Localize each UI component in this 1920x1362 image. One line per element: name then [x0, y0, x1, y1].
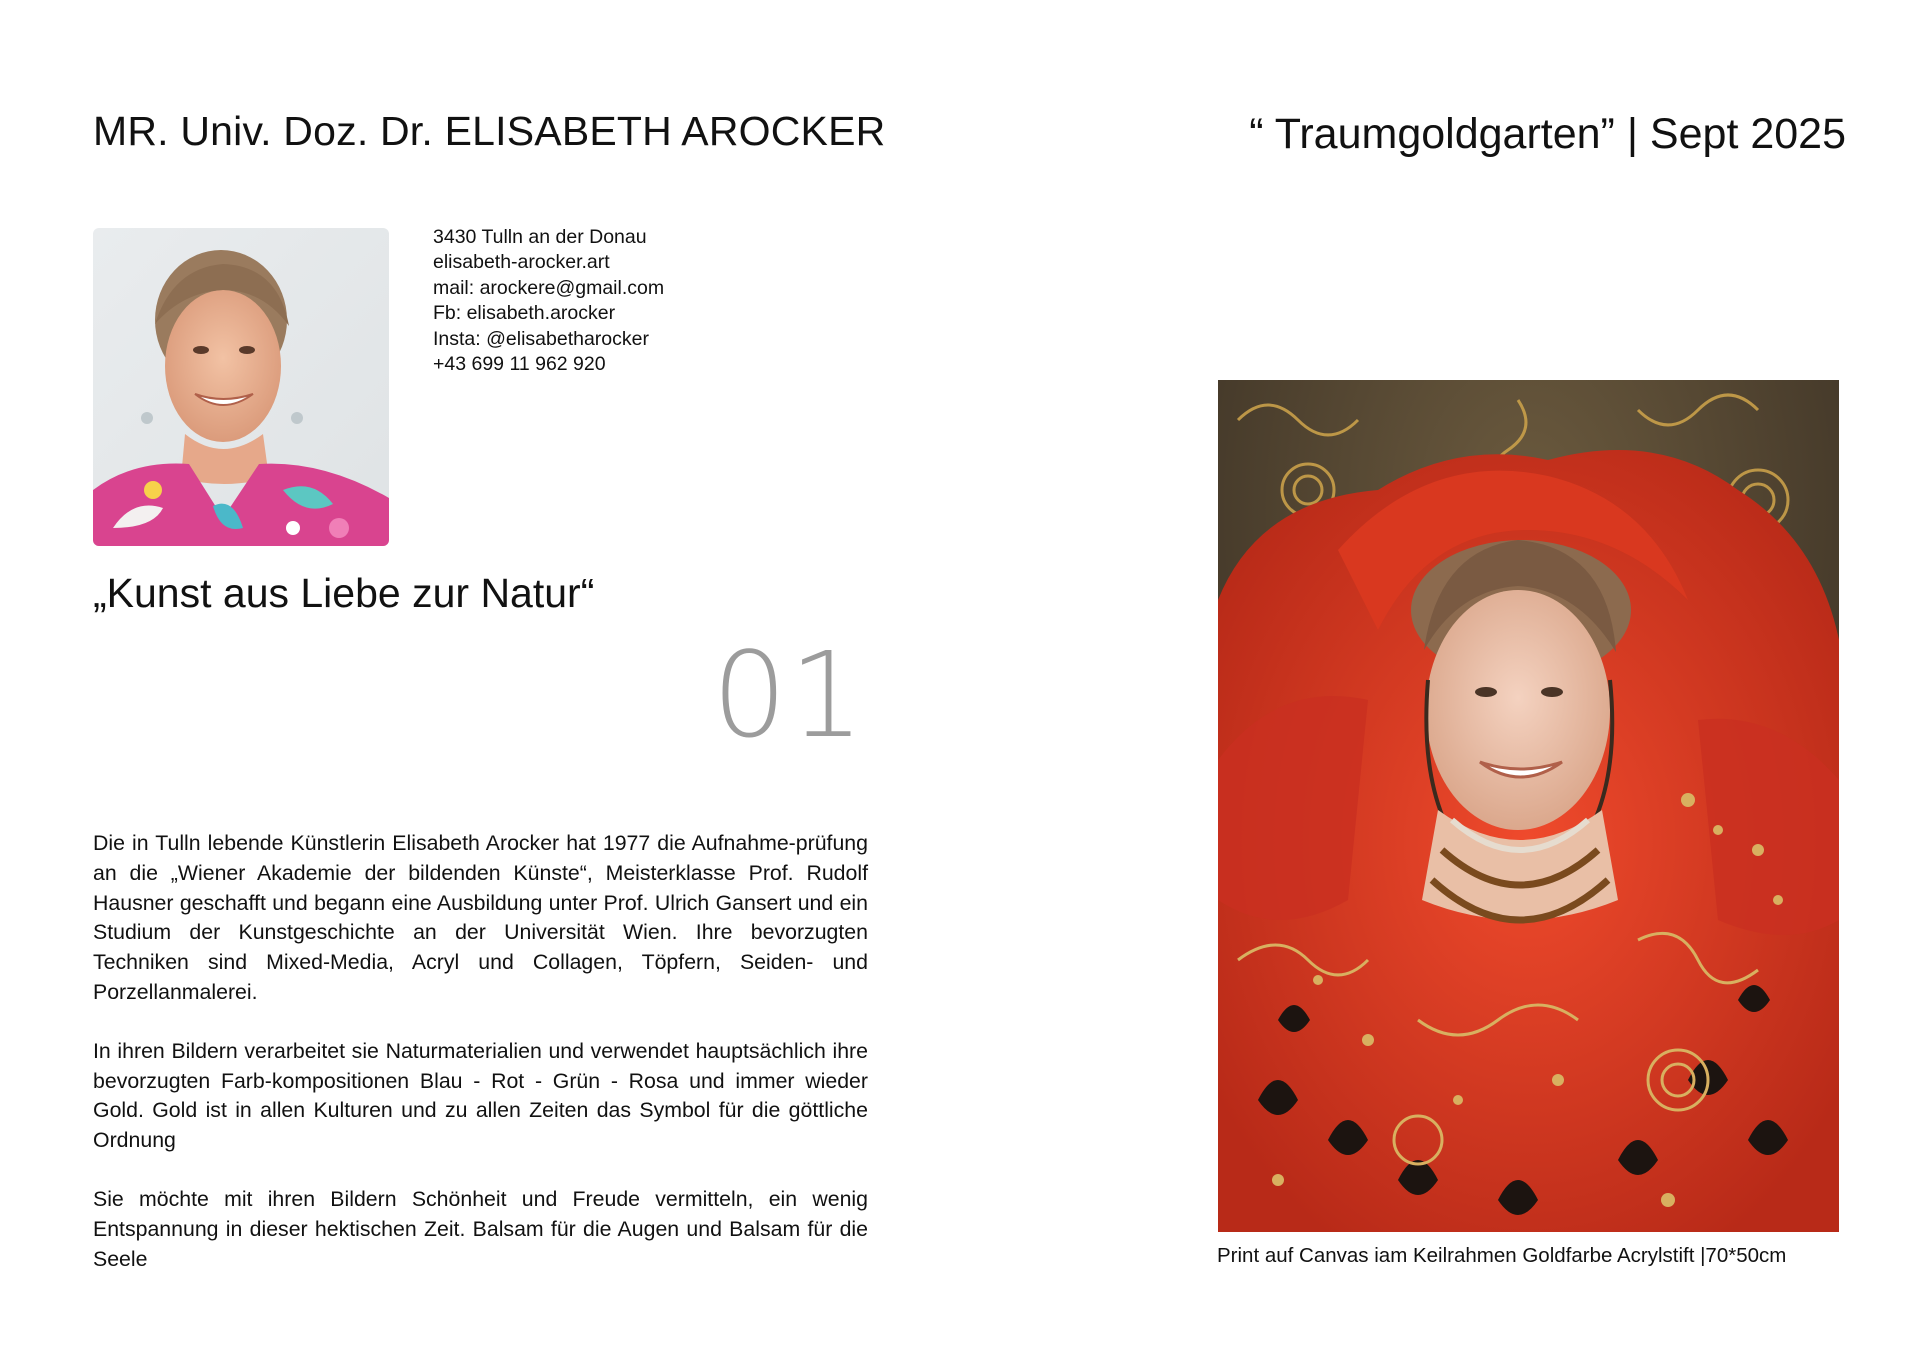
contact-facebook: Fb: elisabeth.arocker: [433, 302, 616, 325]
work-title: “ Traumgoldgarten” | Sept 2025: [1249, 110, 1846, 158]
artist-portrait-photo: [93, 228, 389, 546]
contact-website: elisabeth-arocker.art: [433, 251, 610, 274]
contact-block: [433, 225, 664, 377]
artist-name: MR. Univ. Doz. Dr. ELISABETH AROCKER: [93, 108, 886, 154]
motto-heading: „Kunst aus Liebe zur Natur“: [93, 570, 595, 616]
contact-email: mail: arockere@gmail.com: [433, 276, 665, 299]
bio-paragraph: In ihren Bildern verarbeitet sie Naturmaterialien und verwendet hauptsächlich ihre bevorzugten Farb-kompositionen Blau - Rot - Grün - Rosa und immer wieder Gold. Gold ist in allen Kulturen und zu allen Zeiten das Symbol für die göttliche Ordnung: [93, 1038, 868, 1153]
artwork-caption: Print auf Canvas iam Keilrahmen Goldfarbe Acrylstift |70*50cm: [1217, 1244, 1787, 1267]
contact-instagram: Insta: @elisabetharocker: [433, 327, 649, 350]
bio-paragraph: Sie möchte mit ihren Bildern Schönheit und Freude vermitteln, ein wenig Entspannung in dieser hektischen Zeit. Balsam für die Augen und Balsam für die Seele: [93, 1186, 868, 1271]
contact-phone: +43 699 11 962 920: [433, 353, 606, 376]
biography: [93, 829, 868, 1303]
bio-paragraph: Die in Tulln lebende Künstlerin Elisabeth Arocker hat 1977 die Aufnahme-prüfung an die „Wiener Akademie der bildenden Künste“, Meisterklasse Prof. Rudolf Hausner geschafft und begann eine Ausbildung unter Prof. Ulrich Gansert und ein Studium der Kunstgeschichte an der Universität Wien. Ihre bevorzugten Techniken sind Mixed-Media, Acryl und Collagen, Töpfern, Seiden- und Porzellanmalerei.: [93, 831, 868, 1004]
page-number: 01: [712, 626, 867, 764]
artwork-image: [1218, 380, 1839, 1232]
contact-address: 3430 Tulln an der Donau: [433, 226, 647, 248]
